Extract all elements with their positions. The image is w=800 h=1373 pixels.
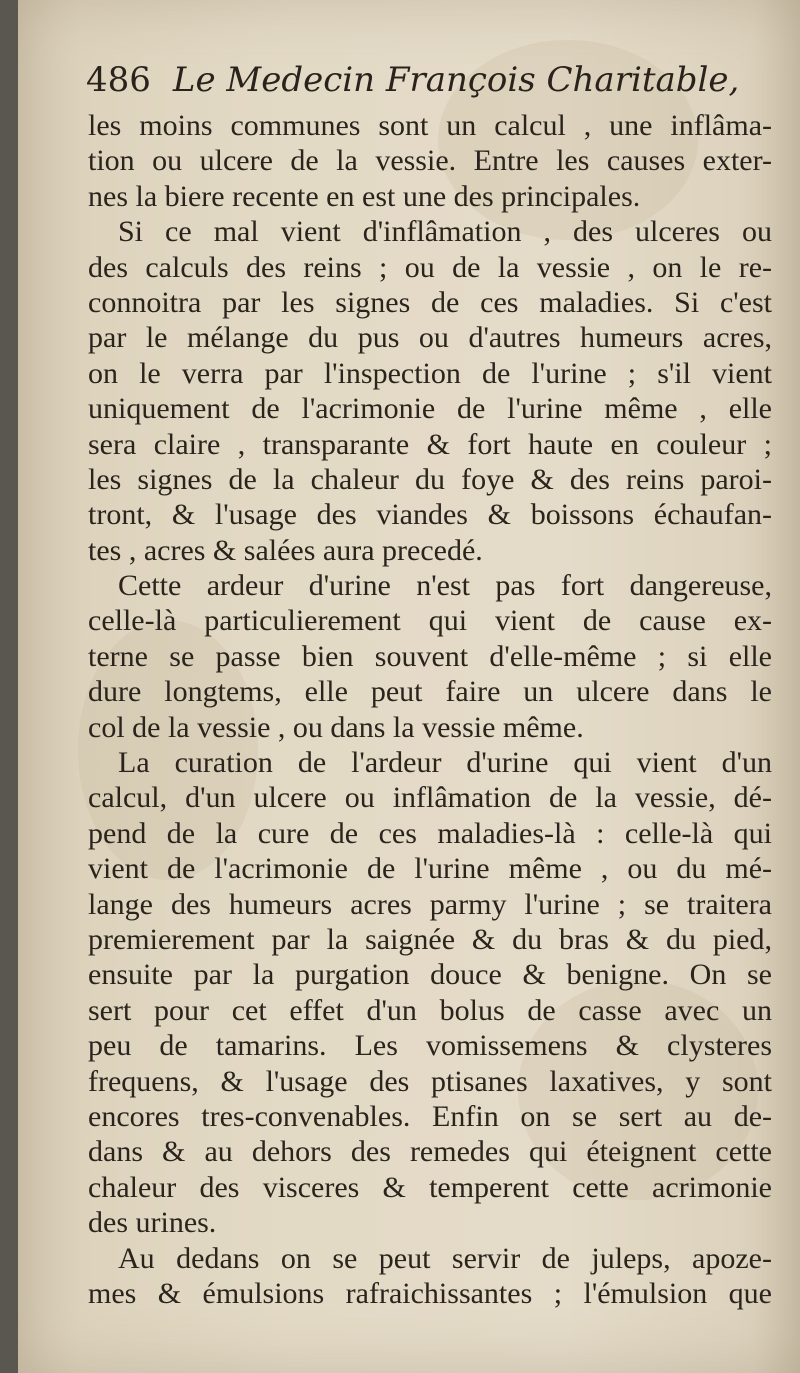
page-header — [86, 60, 739, 110]
text-line: uniquement de l'acrimonie de l'urine même , elle — [88, 392, 772, 426]
text-line: connoitra par les signes de ces maladies. Si c'est — [88, 285, 772, 319]
text-line: vient de l'acrimonie de l'urine même , ou du mé- — [88, 852, 772, 886]
text-line: tes , acres & salées aura precedé. — [88, 533, 483, 567]
text-line: Cette ardeur d'urine n'est pas fort dangereuse, — [118, 569, 772, 603]
running-title: Le Medecin François Charitable, — [172, 60, 740, 100]
text-line: les moins communes sont un calcul , une inflâma- — [88, 109, 772, 142]
text-line: premierement par la saignée & du bras & du pied, — [88, 922, 772, 956]
text-line: encores tres-convenables. Enfin on se sert au de- — [88, 1099, 772, 1133]
text-line: on le verra par l'inspection de l'urine ; s'il vient — [88, 356, 772, 390]
text-line: tront, & l'usage des viandes & boissons échaufan- — [88, 498, 772, 532]
text-line: chaleur des visceres & temperent cette acrimonie — [88, 1170, 772, 1204]
text-line: des calculs des reins ; ou de la vessie , on le re- — [88, 250, 772, 284]
text-line: col de la vessie , ou dans la vessie même. — [88, 710, 584, 744]
text-line: Au dedans on se peut servir de juleps, apoze- — [118, 1241, 772, 1275]
text-line: les signes de la chaleur du foye & des reins paroi- — [88, 462, 772, 496]
text-line: pend de la cure de ces maladies-là : celle-là qui — [88, 816, 772, 850]
text-line: nes la biere recente en est une des principales. — [88, 179, 641, 213]
text-line: sert pour cet effet d'un bolus de casse avec un — [88, 993, 772, 1027]
text-line: celle-là particulierement qui vient de cause ex- — [88, 604, 772, 638]
text-line: mes & émulsions rafraichissantes ; l'émulsion que — [88, 1276, 772, 1310]
text-line: terne se passe bien souvent d'elle-même ; si elle — [88, 639, 772, 673]
text-line: dure longtems, elle peut faire un ulcere dans le — [88, 675, 772, 709]
text-line: calcul, d'un ulcere ou inflâmation de la vessie, dé- — [88, 781, 772, 815]
text-line: lange des humeurs acres parmy l'urine ; se traitera — [88, 887, 772, 921]
page-number: 486 — [86, 60, 151, 100]
text-line: par le mélange du pus ou d'autres humeurs acres, — [88, 321, 772, 355]
text-line: peu de tamarins. Les vomissemens & clysteres — [88, 1029, 772, 1063]
text-line: frequens, & l'usage des ptisanes laxatives, y sont — [88, 1064, 772, 1098]
text-line: des urines. — [88, 1206, 217, 1240]
text-line: tion ou ulcere de la vessie. Entre les causes exter- — [88, 144, 772, 178]
text-line: ensuite par la purgation douce & benigne. On se — [88, 958, 772, 992]
text-line: La curation de l'ardeur d'urine qui vient d'un — [118, 746, 772, 780]
text-line: dans & au dehors des remedes qui éteignent cette — [88, 1135, 772, 1169]
text-line: Si ce mal vient d'inflâmation , des ulceres ou — [118, 215, 772, 249]
text-line: sera claire , transparante & fort haute en couleur ; — [88, 427, 772, 461]
body-text — [88, 108, 772, 1311]
